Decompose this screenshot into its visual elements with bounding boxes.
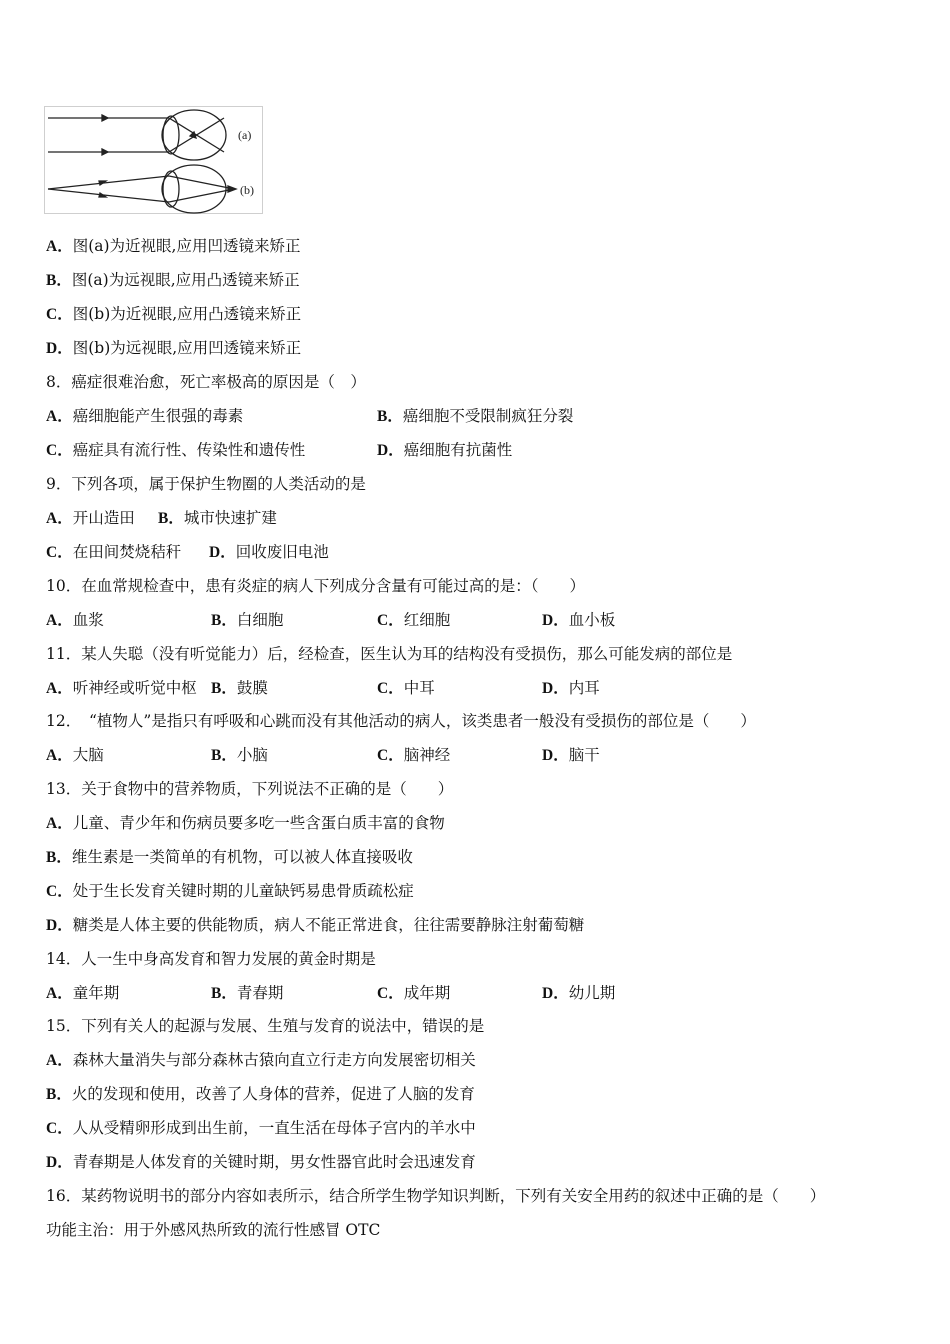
q13-option-c: C．处于生长发育关键时期的儿童缺钙易患骨质疏松症 xyxy=(46,882,414,900)
q15-stem: 15．下列有关人的起源与发展、生殖与发育的说法中，错误的是 xyxy=(46,1017,485,1035)
q12-option-c: C．脑神经 xyxy=(377,746,451,764)
q13-option-d: D．糖类是人体主要的供能物质，病人不能正常进食，往往需要静脉注射葡萄糖 xyxy=(46,916,585,934)
q10-option-b: B．白细胞 xyxy=(211,611,284,629)
q9-option-d: D．回收废旧电池 xyxy=(209,543,329,561)
q14-stem: 14．人一生中身高发育和智力发展的黄金时期是 xyxy=(46,950,376,968)
q12-option-d: D．脑干 xyxy=(542,746,600,764)
q13-stem: 13．关于食物中的营养物质，下列说法不正确的是（ ） xyxy=(46,780,454,798)
q12-option-a: A．大脑 xyxy=(46,746,104,764)
q13-option-a: A．儿童、青少年和伤病员要多吃一些含蛋白质丰富的食物 xyxy=(46,814,445,832)
q7-option-a: A．图(a)为近视眼,应用凹透镜来矫正 xyxy=(46,237,301,255)
eye-b xyxy=(48,165,236,213)
q7-option-b: B．图(a)为远视眼,应用凸透镜来矫正 xyxy=(46,271,300,289)
q9-option-b: B．城市快速扩建 xyxy=(158,509,277,527)
q7-option-c: C．图(b)为近视眼,应用凸透镜来矫正 xyxy=(46,305,302,323)
q7-option-d: D．图(b)为远视眼,应用凹透镜来矫正 xyxy=(46,339,302,357)
q14-option-a: A．童年期 xyxy=(46,984,120,1002)
q15-option-a: A．森林大量消失与部分森林古猿向直立行走方向发展密切相关 xyxy=(46,1051,476,1069)
q10-option-a: A．血浆 xyxy=(46,611,104,629)
q8-option-a: A．癌细胞能产生很强的毒素 xyxy=(46,407,244,425)
q8-option-c: C．癌症具有流行性、传染性和遗传性 xyxy=(46,441,306,459)
q14-option-b: B．青春期 xyxy=(211,984,284,1002)
q15-option-b: B．火的发现和使用，改善了人身体的营养，促进了人脑的发育 xyxy=(46,1085,475,1103)
q10-stem: 10．在血常规检查中，患有炎症的病人下列成分含量有可能过高的是：（ ） xyxy=(46,577,585,595)
q15-option-d: D．青春期是人体发育的关键时期，男女性器官此时会迅速发育 xyxy=(46,1153,476,1171)
q10-option-d: D．血小板 xyxy=(542,611,616,629)
q10-option-c: C．红细胞 xyxy=(377,611,451,629)
q8-option-b: B．癌细胞不受限制疯狂分裂 xyxy=(377,407,574,425)
q15-option-c: C．人从受精卵形成到出生前，一直生活在母体子宫内的羊水中 xyxy=(46,1119,476,1137)
q9-option-a: A．开山造田 xyxy=(46,509,135,527)
q11-option-c: C．中耳 xyxy=(377,679,435,697)
q9-option-c: C．在田间焚烧秸秆 xyxy=(46,543,182,561)
q13-option-b: B．维生素是一类简单的有机物，可以被人体直接吸收 xyxy=(46,848,413,866)
q11-option-d: D．内耳 xyxy=(542,679,600,697)
figure-label-b: (b) xyxy=(240,183,254,197)
q16-table-line: 功能主治：用于外感风热所致的流行性感冒 OTC xyxy=(46,1221,381,1239)
eye-diagram xyxy=(44,106,264,214)
q11-option-a: A．听神经或听觉中枢 xyxy=(46,679,197,697)
q16-stem: 16．某药物说明书的部分内容如表所示，结合所学生物学知识判断，下列有关安全用药的叙述中正确的是（ ） xyxy=(46,1187,826,1205)
figure-border xyxy=(45,107,263,214)
q12-stem: 12． “植物人”是指只有呼吸和心跳而没有其他活动的病人，该类患者一般没有受损伤的部位是（ ） xyxy=(46,712,756,730)
q12-option-b: B．小脑 xyxy=(211,746,268,764)
q9-stem: 9．下列各项，属于保护生物圈的人类活动的是 xyxy=(46,475,366,493)
q8-stem: 8．癌症很难治愈，死亡率极高的原因是（ ） xyxy=(46,373,366,391)
q8-option-d: D．癌细胞有抗菌性 xyxy=(377,441,513,459)
q14-option-d: D．幼儿期 xyxy=(542,984,616,1002)
q14-option-c: C．成年期 xyxy=(377,984,451,1002)
q11-stem: 11．某人失聪（没有听觉能力）后，经检查，医生认为耳的结构没有受损伤，那么可能发病的部位是 xyxy=(46,645,733,663)
q11-option-b: B．鼓膜 xyxy=(211,679,268,697)
eye-a xyxy=(48,110,226,160)
figure-label-a: (a) xyxy=(238,128,252,142)
